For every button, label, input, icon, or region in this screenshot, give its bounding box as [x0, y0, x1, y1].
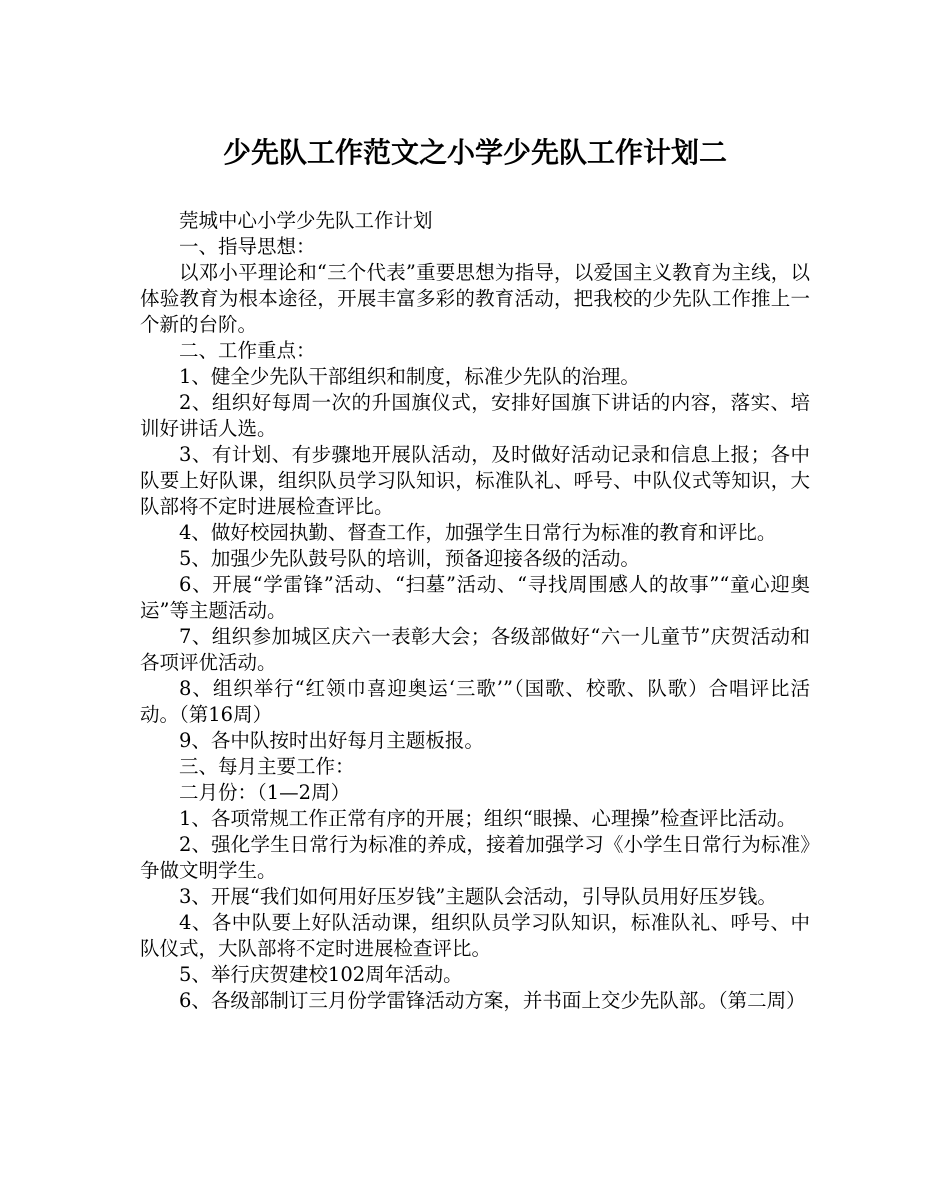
document-body	[140, 208, 810, 1014]
paragraph: 以邓小平理论和“三个代表”重要思想为指导，以爱国主义教育为主线，以体验教育为根本途径，开展丰富多彩的教育活动，把我校的少先队工作推上一个新的台阶。	[140, 261, 810, 336]
paragraph: 2、强化学生日常行为标准的养成，接着加强学习《小学生日常行为标准》争做文明学生。	[140, 833, 810, 882]
paragraph: 1、各项常规工作正常有序的开展；组织“眼操、心理操”检查评比活动。	[179, 807, 797, 830]
paragraph: 6、开展“学雷锋”活动、“扫墓”活动、“寻找周围感人的故事”“童心迎奥运”等主题活动。	[140, 573, 810, 622]
paragraph: 5、举行庆贺建校102周年活动。	[179, 963, 463, 986]
paragraph: 4、做好校园执勤、督查工作，加强学生日常行为标准的教育和评比。	[179, 521, 777, 544]
paragraph: 5、加强少先队鼓号队的培训，预备迎接各级的活动。	[179, 547, 640, 570]
paragraph: 一、指导思想：	[179, 235, 316, 258]
paragraph: 2、组织好每周一次的升国旗仪式，安排好国旗下讲话的内容，落实、培训好讲话人选。	[140, 391, 810, 440]
paragraph: 三、每月主要工作：	[179, 755, 355, 778]
paragraph: 3、开展“我们如何用好压岁钱”主题队会活动，引导队员用好压岁钱。	[179, 885, 777, 908]
paragraph: 6、各级部制订三月份学雷锋活动方案，并书面上交少先队部。（第二周）	[179, 989, 806, 1012]
paragraph: 3、有计划、有步骤地开展队活动，及时做好活动记录和信息上报；各中队要上好队课，组织队员学习队知识，标准队礼、呼号、中队仪式等知识，大队部将不定时进展检查评比。	[140, 443, 810, 518]
paragraph: 1、健全少先队干部组织和制度，标准少先队的治理。	[179, 365, 640, 388]
paragraph: 8、组织举行“红领巾喜迎奥运‘三歌’”（国歌、校歌、队歌）合唱评比活动。（第16周）	[140, 677, 810, 726]
paragraph: 二月份：（1—2周）	[179, 781, 351, 804]
paragraph: 7、组织参加城区庆六一表彰大会；各级部做好“六一儿童节”庆贺活动和各项评优活动。	[140, 625, 810, 674]
paragraph: 莞城中心小学少先队工作计划	[179, 209, 433, 232]
paragraph: 9、各中队按时出好每月主题板报。	[179, 729, 484, 752]
paragraph: 4、各中队要上好队活动课，组织队员学习队知识，标准队礼、呼号、中队仪式，大队部将不定时进展检查评比。	[140, 911, 810, 960]
document-title: 少先队工作范文之小学少先队工作计划二	[222, 136, 727, 169]
paragraph: 二、工作重点：	[179, 339, 316, 362]
